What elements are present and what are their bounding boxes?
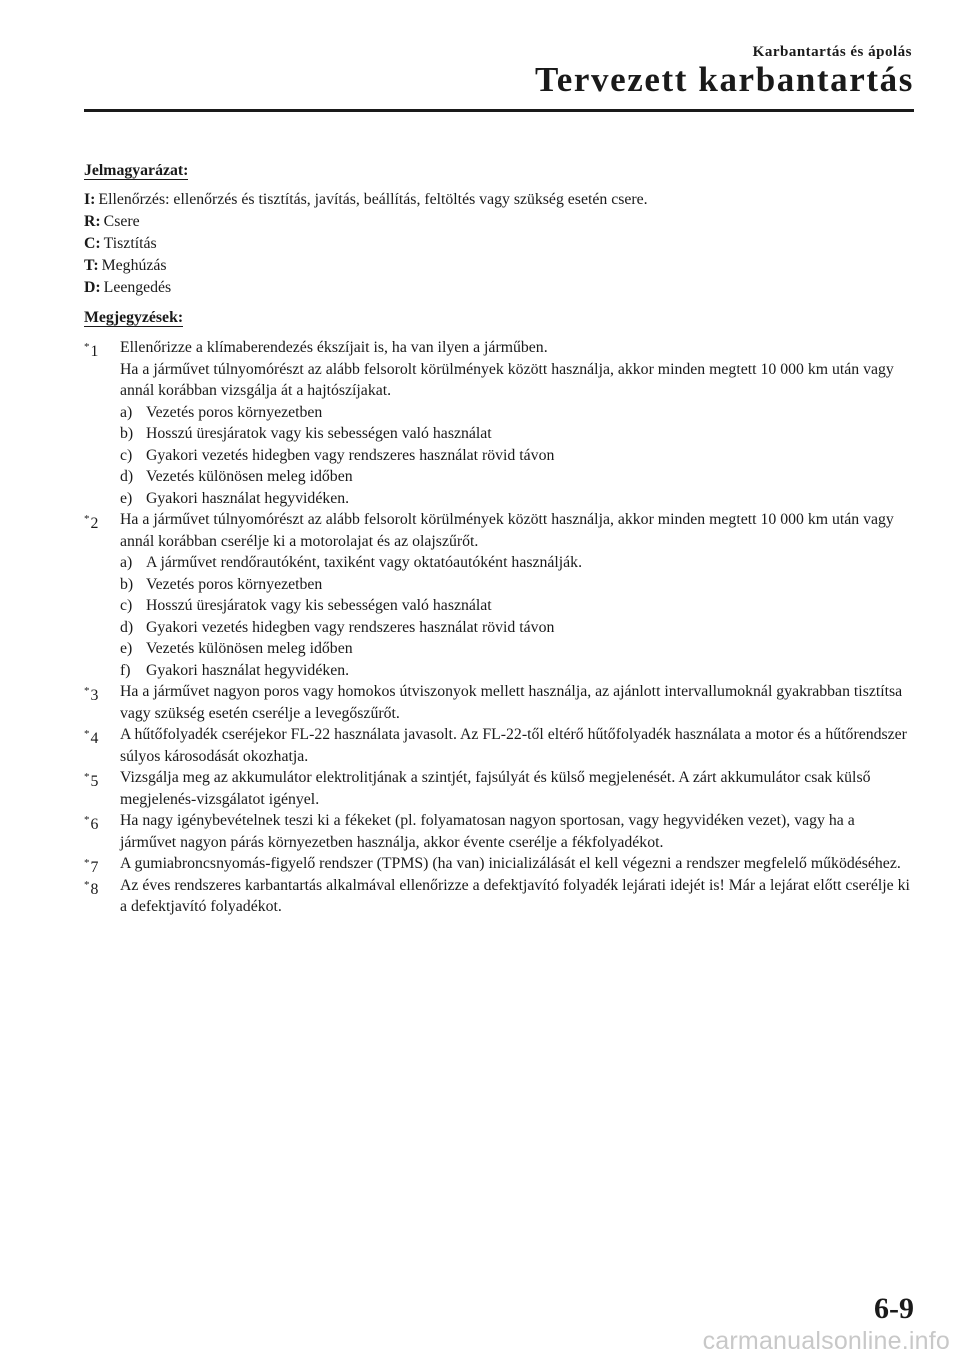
note-sub-item bbox=[120, 445, 914, 467]
legend-item bbox=[84, 233, 914, 255]
sub-item-letter: e) bbox=[120, 640, 133, 657]
note-sub-item bbox=[120, 466, 914, 488]
sub-item-letter: d) bbox=[120, 618, 134, 636]
note-number-text: 7 bbox=[90, 859, 99, 876]
note-text: A hűtőfolyadék cseréjekor FL-22 használata javasolt. Az FL-22-től eltérő hűtőfolyadék használata a motor és a hűtőrendszer súlyos károsodását okozhatja. bbox=[120, 726, 907, 765]
note-text: Ha nagy igénybevételnek teszi ki a fékeket (pl. folyamatosan nagyon sportosan, vagy hegyvidéken vezet), vagy ha a járművet nagyon párás környezetben használja, akkor évente cserélje a fékfolyadékot. bbox=[120, 812, 855, 851]
legend-text: Ellenőrzés: ellenőrzés és tisztítás, javítás, beállítás, feltöltés vagy szükség esetén csere. bbox=[98, 191, 648, 208]
legend-section bbox=[84, 160, 914, 299]
legend-key: I: bbox=[84, 191, 96, 208]
note-marker: * bbox=[84, 771, 90, 783]
sub-item-letter: a) bbox=[120, 403, 133, 421]
note-marker: * bbox=[84, 728, 90, 740]
page-title: Tervezett karbantartás bbox=[535, 60, 914, 99]
note-text: Ha a járművet túlnyomórészt az alább felsorolt körülmények között használja, akkor minden megtett 10 000 km után vagy annál korábban cserélje ki a motorolajat és az olajszűrőt. bbox=[120, 511, 894, 550]
note-sub-item bbox=[120, 488, 914, 510]
note-number bbox=[84, 875, 118, 901]
note-item bbox=[84, 509, 914, 681]
note-marker: * bbox=[84, 341, 90, 353]
sub-item-text: Vezetés különösen meleg időben bbox=[146, 468, 353, 485]
legend-key: C: bbox=[84, 235, 101, 252]
note-number bbox=[84, 810, 118, 836]
sub-item-letter: e) bbox=[120, 489, 133, 507]
sub-item-text: Gyakori vezetés hidegben vagy rendszeres használat rövid távon bbox=[146, 446, 555, 464]
note-item bbox=[84, 681, 914, 724]
note-sub-item bbox=[120, 660, 914, 682]
note-text: Ha a járművet nagyon poros vagy homokos útviszonyok mellett használja, az ajánlott intervallumoknál gyakrabban tisztítsa vagy szükség esetén cserélje a levegőszűrőt. bbox=[120, 683, 903, 722]
legend-key: D: bbox=[84, 279, 101, 296]
sub-item-text: Hosszú üresjáratok vagy kis sebességen való használat bbox=[146, 597, 492, 614]
note-text: Ellenőrizze a klímaberendezés ékszíjait is, ha van ilyen a járműben. bbox=[120, 339, 548, 356]
section-subtitle: Karbantartás és ápolás bbox=[752, 44, 912, 60]
watermark-text: carmanualsonline.info bbox=[702, 1327, 950, 1355]
note-number bbox=[84, 509, 118, 535]
note-item bbox=[84, 853, 914, 875]
note-item bbox=[84, 337, 914, 509]
note-number bbox=[84, 767, 118, 793]
sub-item-text: Gyakori vezetés hidegben vagy rendszeres használat rövid távon bbox=[146, 618, 555, 636]
legend-key: T: bbox=[84, 257, 99, 274]
sub-item-text: Gyakori használat hegyvidéken. bbox=[146, 661, 350, 679]
page-content bbox=[84, 160, 914, 918]
sub-item-letter: c) bbox=[120, 446, 133, 464]
legend-item bbox=[84, 277, 914, 299]
notes-heading: Megjegyzések: bbox=[84, 309, 184, 326]
note-sub-item bbox=[120, 552, 914, 574]
sub-item-text: A járművet rendőrautóként, taxiként vagy oktatóautóként használják. bbox=[146, 554, 583, 571]
note-sub-item bbox=[120, 423, 914, 445]
note-marker: * bbox=[84, 814, 90, 826]
note-marker: * bbox=[84, 857, 90, 869]
note-sub-item bbox=[120, 595, 914, 617]
note-number bbox=[84, 337, 118, 363]
note-text: Az éves rendszeres karbantartás alkalmával ellenőrizze a defektjavító folyadék lejárati idejét is! Már a lejárat előtt cserélje ki a defektjavító folyadékot. bbox=[120, 876, 910, 915]
note-sub-item bbox=[120, 402, 914, 424]
sub-item-letter: c) bbox=[120, 597, 133, 614]
sub-item-text: Vezetés poros környezetben bbox=[146, 575, 323, 593]
legend-list bbox=[84, 189, 914, 299]
legend-text: Meghúzás bbox=[101, 257, 167, 274]
sub-item-text: Vezetés poros környezetben bbox=[146, 403, 323, 421]
note-item bbox=[84, 767, 914, 810]
legend-item bbox=[84, 189, 914, 211]
note-number-text: 2 bbox=[90, 515, 99, 532]
note-number-text: 3 bbox=[90, 687, 99, 704]
note-number bbox=[84, 724, 118, 750]
note-number-text: 1 bbox=[90, 343, 99, 360]
legend-text: Tisztítás bbox=[103, 235, 157, 252]
note-number-text: 4 bbox=[90, 730, 99, 747]
legend-text: Leengedés bbox=[103, 279, 172, 296]
sub-item-letter: f) bbox=[120, 661, 131, 679]
notes-list bbox=[84, 337, 914, 918]
note-item bbox=[84, 875, 914, 918]
note-sub-item bbox=[120, 638, 914, 660]
legend-key: R: bbox=[84, 213, 101, 230]
note-item bbox=[84, 724, 914, 767]
note-number-text: 5 bbox=[90, 773, 99, 790]
note-marker: * bbox=[84, 685, 90, 697]
legend-text: Csere bbox=[103, 213, 140, 230]
note-marker: * bbox=[84, 878, 90, 891]
page-number: 6-9 bbox=[874, 1292, 914, 1325]
note-sub-item bbox=[120, 617, 914, 639]
note-marker: * bbox=[84, 513, 90, 525]
note-text: A gumiabroncsnyomás-figyelő rendszer (TPMS) (ha van) inicializálását el kell végezni a rendszer megfelelő működéséhez. bbox=[120, 855, 901, 872]
sub-item-letter: d) bbox=[120, 468, 134, 485]
note-number bbox=[84, 681, 118, 707]
sub-item-letter: b) bbox=[120, 425, 134, 442]
note-item bbox=[84, 810, 914, 853]
header-divider bbox=[84, 109, 914, 112]
legend-item bbox=[84, 211, 914, 233]
sub-item-letter: a) bbox=[120, 554, 133, 571]
note-sub-item bbox=[120, 574, 914, 596]
note-number-text: 6 bbox=[90, 816, 99, 833]
notes-section bbox=[84, 299, 914, 918]
legend-heading: Jelmagyarázat: bbox=[84, 162, 189, 179]
sub-item-text: Gyakori használat hegyvidéken. bbox=[146, 489, 350, 507]
note-text: Ha a járművet túlnyomórészt az alább felsorolt körülmények között használja, akkor minden megtett 10 000 km után vagy annál korábban vizsgálja át a hajtószíjakat. bbox=[120, 360, 894, 399]
note-text: Vizsgálja meg az akkumulátor elektrolitjának a szintjét, fajsúlyát és külső megjelenését. A zárt akkumulátor csak külső megjelenés-vizsgálatot igényel. bbox=[120, 769, 871, 808]
sub-item-letter: b) bbox=[120, 575, 134, 593]
note-number-text: 8 bbox=[90, 880, 99, 898]
sub-item-text: Vezetés különösen meleg időben bbox=[146, 640, 353, 657]
legend-item bbox=[84, 255, 914, 277]
sub-item-text: Hosszú üresjáratok vagy kis sebességen való használat bbox=[146, 425, 492, 442]
